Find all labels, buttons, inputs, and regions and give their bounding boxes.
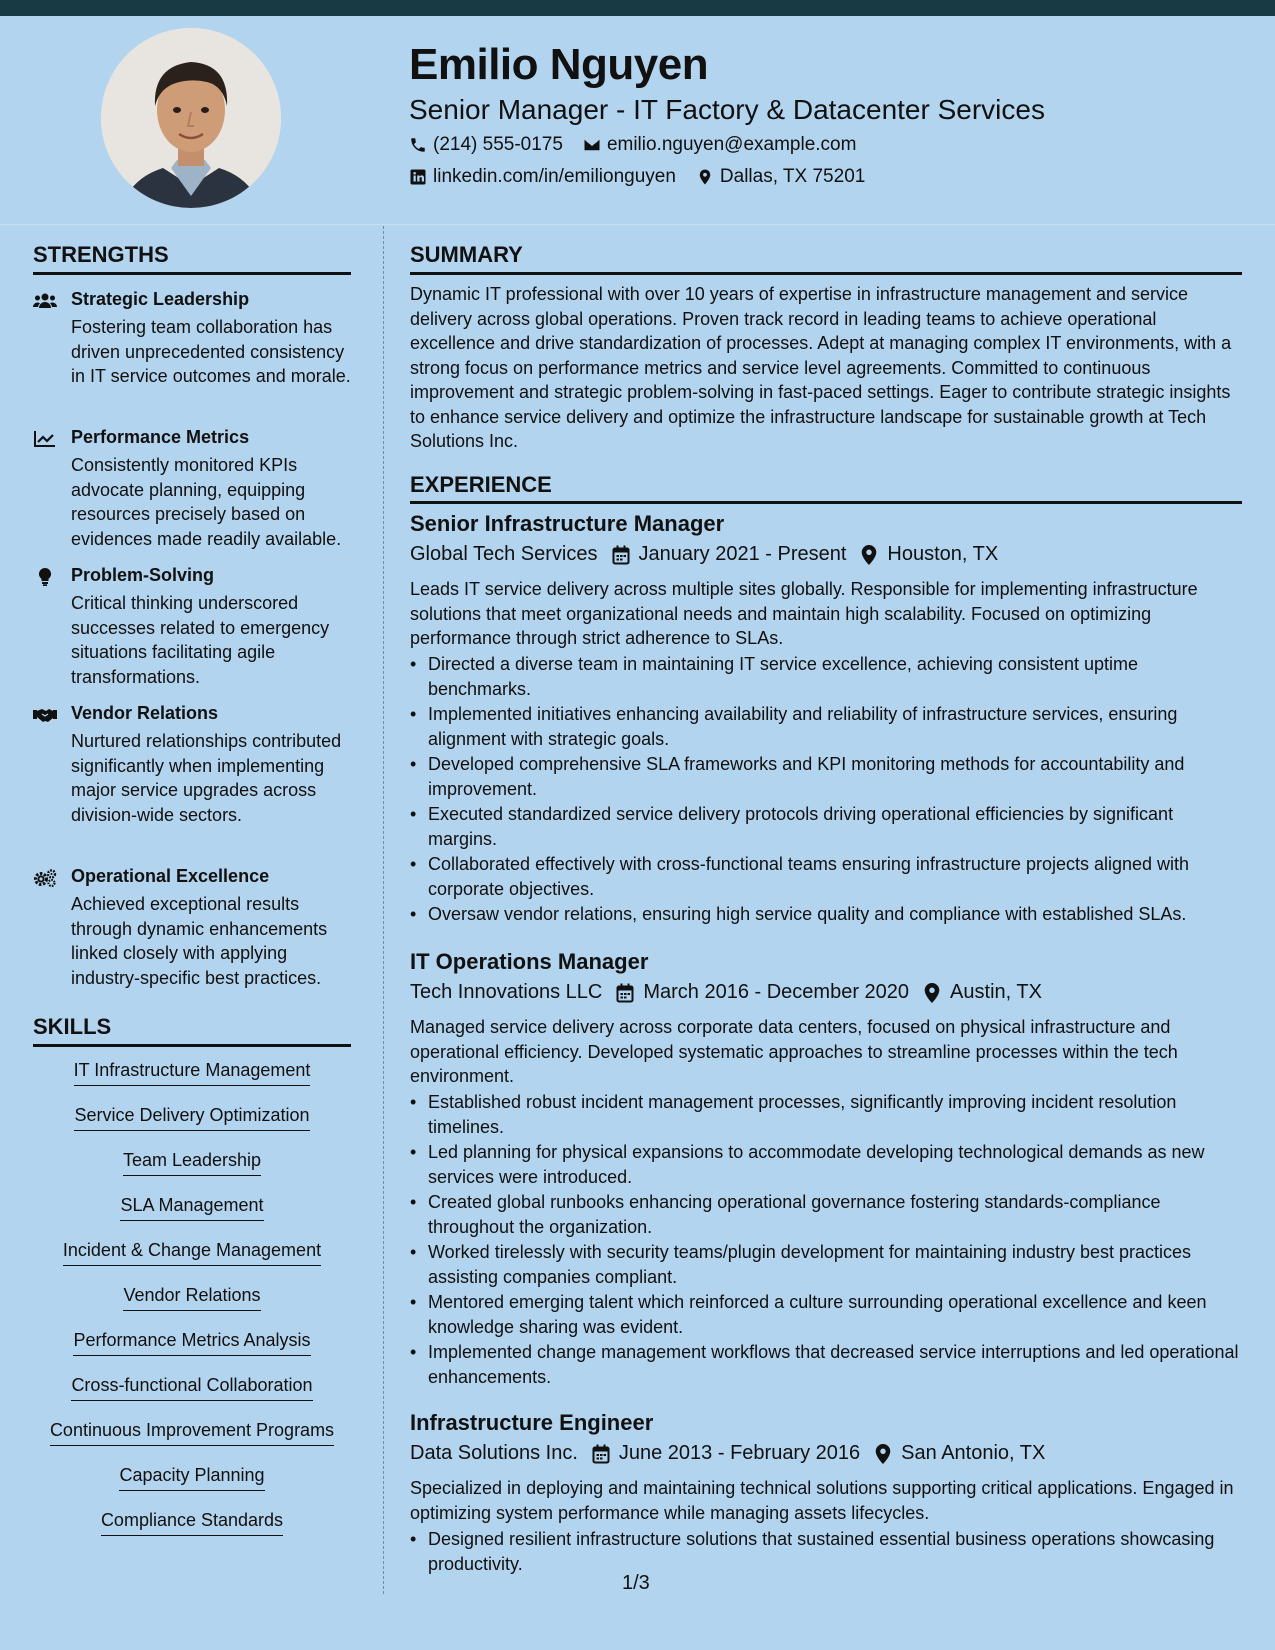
summary-heading: SUMMARY — [410, 242, 523, 267]
job-location: Austin, TX — [950, 981, 1042, 1003]
job-company: Data Solutions Inc. — [410, 1442, 578, 1464]
job-company: Tech Innovations LLC — [410, 981, 603, 1003]
gears-icon — [33, 869, 57, 887]
skill-tag: Service Delivery Optimization — [74, 1105, 309, 1131]
location-pin-icon — [860, 545, 878, 565]
bullet-item: • Developed comprehensive SLA frameworks and KPI monitoring methods for accountability and improvement. — [410, 752, 1242, 801]
job-company: Global Tech Services — [410, 543, 598, 565]
bullet-item: • Created global runbooks enhancing operational governance fostering standards-compliance throughout the organization. — [410, 1190, 1242, 1239]
calendar-icon — [616, 983, 634, 1003]
handshake-icon — [33, 706, 57, 724]
location-pin-icon — [923, 983, 941, 1003]
strength-desc: Fostering team collaboration has driven unprecedented consistency in IT service outcomes and morale. — [71, 317, 351, 386]
bullet-item: • Designed resilient infrastructure solutions that sustained essential business operations showcasing productivity. — [410, 1527, 1242, 1576]
bullet-item: • Executed standardized service delivery protocols driving operational efficiencies by significant margins. — [410, 802, 1242, 851]
users-icon — [33, 292, 57, 310]
strength-title: Performance Metrics — [71, 427, 250, 447]
bullet-item: • Directed a diverse team in maintaining IT service excellence, achieving consistent uptime benchmarks. — [410, 652, 1242, 701]
job-bullets — [410, 1090, 1242, 1390]
column-divider — [383, 226, 384, 1594]
strength-desc: Nurtured relationships contributed significantly when implementing major service upgrades across division-wide sectors. — [71, 731, 342, 825]
skill-tag: IT Infrastructure Management — [74, 1060, 311, 1086]
linkedin-icon — [409, 168, 427, 186]
skill-tag: Capacity Planning — [119, 1465, 264, 1491]
chart-line-icon — [33, 430, 57, 448]
contact-row-1 — [409, 134, 856, 156]
strength-desc: Consistently monitored KPIs advocate planning, equipping resources precisely based on evidences made readily available. — [71, 455, 342, 549]
job-bullets — [410, 652, 1242, 928]
strength-title: Operational Excellence — [71, 866, 270, 886]
bullet-item: • Implemented initiatives enhancing availability and reliability of infrastructure services, ensuring alignment with strategic goals. — [410, 702, 1242, 751]
summary-text: Dynamic IT professional with over 10 years of expertise in infrastructure management and service delivery across global operations. Proven track record in leading teams to achieve operational excellence and drive standardization of processes. Adept at managing complex IT environments, with a strong focus on performance metrics and service level agreements. Committed to continuous improvement and strategic problem-solving in fast-paced settings. Eager to contribute strategic insights to enhance service delivery and optimize the infrastructure landscape for sustainable growth at Tech Solutions Inc. — [410, 284, 1232, 451]
top-accent-bar — [0, 0, 1275, 16]
bullet-item: • Established robust incident management processes, significantly improving incident resolution timelines. — [410, 1090, 1242, 1139]
phone-text[interactable]: (214) 555-0175 — [433, 134, 563, 155]
linkedin-text[interactable]: linkedin.com/in/emilionguyen — [433, 166, 676, 187]
candidate-name: Emilio Nguyen — [409, 40, 709, 89]
skills-heading: SKILLS — [33, 1014, 112, 1039]
job-location: Houston, TX — [887, 543, 999, 565]
skill-tag: Incident & Change Management — [63, 1240, 321, 1266]
skill-tag: SLA Management — [120, 1195, 263, 1221]
job-meta — [410, 1442, 1045, 1465]
job-location: San Antonio, TX — [901, 1442, 1046, 1464]
bullet-item: • Oversaw vendor relations, ensuring high service quality and compliance with established SLAs. — [410, 902, 1242, 927]
lightbulb-icon — [33, 568, 57, 586]
experience-heading: EXPERIENCE — [410, 472, 552, 497]
strength-title: Strategic Leadership — [71, 289, 250, 309]
bullet-item: • Collaborated effectively with cross-functional teams ensuring infrastructure projects aligned with corporate objectives. — [410, 852, 1242, 901]
header-divider — [0, 224, 1275, 225]
skill-tag: Vendor Relations — [123, 1285, 260, 1311]
calendar-icon — [592, 1444, 610, 1464]
strength-title: Problem-Solving — [71, 565, 215, 585]
job-title: IT Operations Manager — [410, 949, 649, 974]
job-dates: March 2016 - December 2020 — [643, 981, 910, 1003]
page-number: 1/3 — [622, 1572, 650, 1594]
job-title: Infrastructure Engineer — [410, 1410, 654, 1435]
email-icon — [583, 136, 601, 154]
skill-tag: Team Leadership — [123, 1150, 261, 1176]
candidate-title: Senior Manager - IT Factory & Datacenter Services — [409, 94, 1045, 125]
bullet-item: • Mentored emerging talent which reinforced a culture surrounding operational excellence and keen knowledge sharing was evident. — [410, 1290, 1242, 1339]
strength-title: Vendor Relations — [71, 703, 219, 723]
job-description: Leads IT service delivery across multiple sites globally. Responsible for implementing infrastructure solutions that meet organizational needs and maintain high scalability. Focused on optimizing performance through strict adherence to SLAs. — [410, 579, 1198, 648]
skill-tag: Performance Metrics Analysis — [73, 1330, 310, 1356]
email-text[interactable]: emilio.nguyen@example.com — [606, 134, 857, 155]
job-meta — [410, 981, 1042, 1004]
bullet-item: • Worked tirelessly with security teams/plugin development for maintaining industry best practices assisting companies compliant. — [410, 1240, 1242, 1289]
strengths-heading: STRENGTHS — [33, 242, 169, 267]
job-description: Specialized in deploying and maintaining technical solutions supporting critical applications. Engaged in optimizing system performance while managing assets lifecycles. — [410, 1478, 1234, 1523]
calendar-icon — [612, 545, 630, 565]
contact-row-2 — [409, 166, 865, 188]
strength-desc: Achieved exceptional results through dynamic enhancements linked closely with applying industry-specific best practices. — [71, 894, 328, 988]
skill-tag: Compliance Standards — [101, 1510, 283, 1536]
job-title: Senior Infrastructure Manager — [410, 511, 725, 536]
phone-icon — [409, 136, 427, 154]
job-description: Managed service delivery across corporate data centers, focused on physical infrastructure and operational efficiency. Developed systematic approaches to streamline processes within the tech environment. — [410, 1017, 1178, 1086]
profile-photo — [101, 28, 281, 208]
experience-rule — [410, 501, 1242, 504]
summary-rule — [410, 272, 1242, 275]
bullet-item: • Implemented change management workflows that decreased service interruptions and led operational enhancements. — [410, 1340, 1242, 1389]
job-bullets — [410, 1527, 1242, 1577]
job-dates: January 2021 - Present — [638, 543, 847, 565]
job-dates: June 2013 - February 2016 — [618, 1442, 861, 1464]
skill-tag: Continuous Improvement Programs — [50, 1420, 334, 1446]
location-pin-icon — [696, 168, 714, 186]
bullet-item: • Led planning for physical expansions to accommodate developing technological demands as new services were introduced. — [410, 1140, 1242, 1189]
location-text: Dallas, TX 75201 — [719, 166, 866, 187]
skills-rule — [33, 1044, 351, 1047]
skill-tag: Cross-functional Collaboration — [71, 1375, 312, 1401]
job-meta — [410, 543, 998, 566]
skills-list — [33, 1060, 351, 1555]
strength-desc: Critical thinking underscored successes related to emergency situations facilitating agile transformations. — [71, 593, 330, 687]
strengths-rule — [33, 272, 351, 275]
location-pin-icon — [874, 1444, 892, 1464]
